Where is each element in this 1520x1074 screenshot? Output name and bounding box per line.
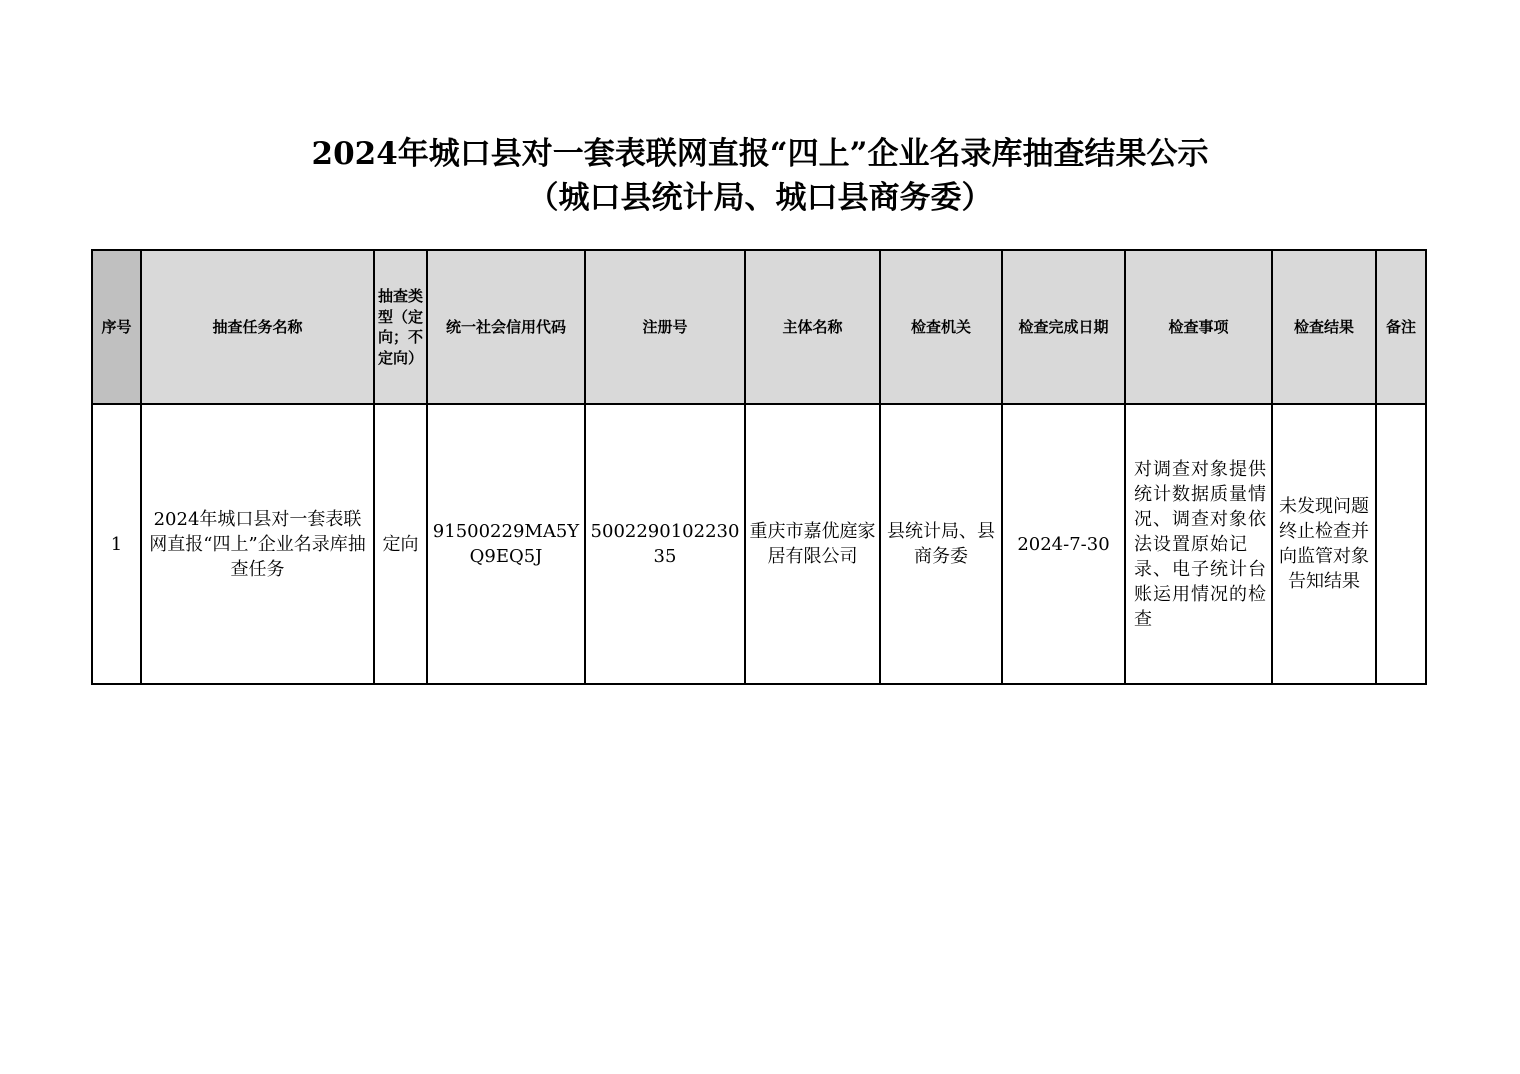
- cell-entity-name: 重庆市嘉优庭家居有限公司: [745, 404, 880, 684]
- cell-authority: 县统计局、县商务委: [880, 404, 1002, 684]
- header-reg-no: 注册号: [585, 250, 745, 404]
- title-line-2: （城口县统计局、城口县商务委）: [527, 180, 993, 216]
- header-task-name: 抽查任务名称: [141, 250, 374, 404]
- header-complete-date: 检查完成日期: [1002, 250, 1125, 404]
- cell-items: 对调查对象提供统计数据质量情况、调查对象依法设置原始记录、电子统计台账运用情况的检查: [1125, 404, 1272, 684]
- header-items: 检查事项: [1125, 250, 1272, 404]
- cell-complete-date: 2024-7-30: [1002, 404, 1125, 684]
- table-row: [92, 404, 1426, 684]
- cell-reg-no: 500229010223035: [585, 404, 745, 684]
- cell-task-name: 2024年城口县对一套表联网直报“四上”企业名录库抽查任务: [141, 404, 374, 684]
- header-result: 检查结果: [1272, 250, 1376, 404]
- cell-result: 未发现问题终止检查并向监管对象告知结果: [1272, 404, 1376, 684]
- header-remarks: 备注: [1376, 250, 1426, 404]
- header-authority: 检查机关: [880, 250, 1002, 404]
- cell-remarks: [1376, 404, 1426, 684]
- header-check-type: 抽查类型（定向；不定向）: [374, 250, 427, 404]
- cell-check-type: 定向: [374, 404, 427, 684]
- cell-seq: 1: [92, 404, 141, 684]
- title-line-1: 2024年城口县对一套表联网直报“四上”企业名录库抽查结果公示: [311, 136, 1209, 172]
- cell-credit-code: 91500229MA5YQ9EQ5J: [427, 404, 585, 684]
- table-header-row: [92, 250, 1426, 404]
- header-seq: 序号: [92, 250, 141, 404]
- header-credit-code: 统一社会信用代码: [427, 250, 585, 404]
- document-title: [0, 132, 1520, 220]
- inspection-result-table: [91, 249, 1427, 685]
- header-entity-name: 主体名称: [745, 250, 880, 404]
